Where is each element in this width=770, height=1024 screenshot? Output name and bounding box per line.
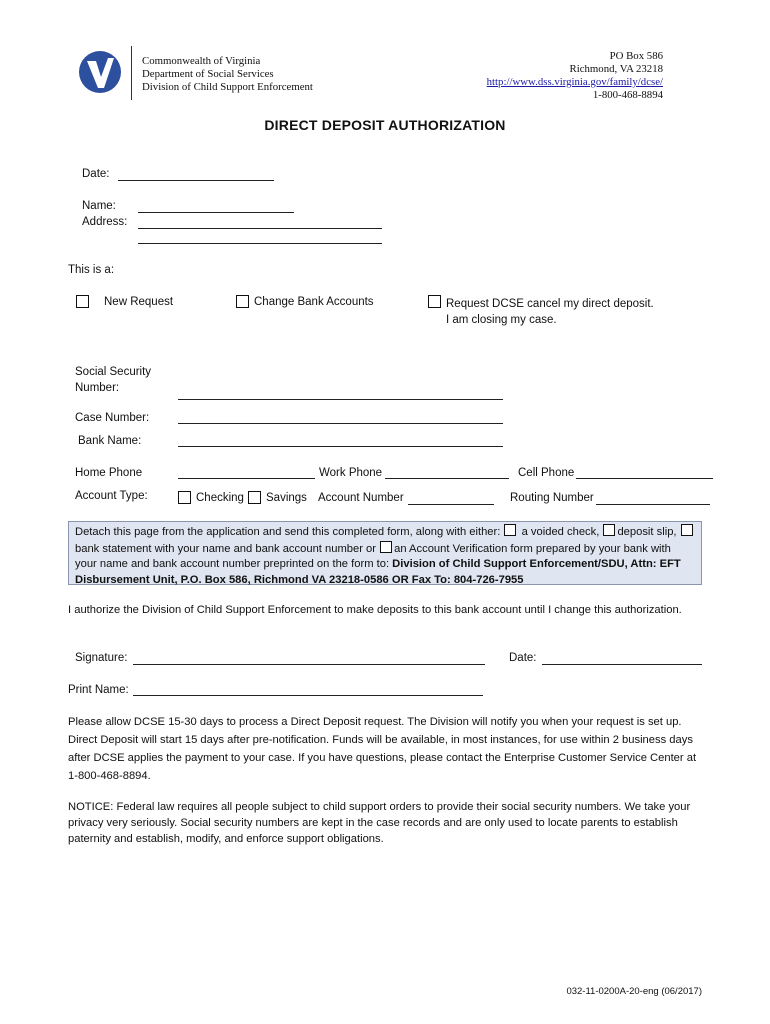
virginia-v-logo-icon	[78, 50, 122, 94]
case-number-field[interactable]	[178, 423, 503, 424]
address-label: Address:	[82, 216, 128, 228]
mailing-instructions-box	[68, 521, 702, 585]
home-phone-field[interactable]	[178, 478, 315, 479]
cell-phone-label: Cell Phone	[518, 467, 575, 479]
ssn-label-line: Social Security	[75, 366, 152, 378]
agency-line: Division of Child Support Enforcement	[142, 81, 313, 93]
instructions-text: a voided check,	[518, 526, 603, 538]
account-type-label: Account Type:	[75, 490, 148, 502]
page-title: DIRECT DEPOSIT AUTHORIZATION	[264, 117, 506, 133]
contact-block	[487, 50, 663, 102]
change-bank-label: Change Bank Accounts	[254, 296, 374, 308]
request-intro: This is a:	[68, 264, 115, 276]
ssn-field[interactable]	[178, 399, 503, 400]
address-field[interactable]	[138, 228, 382, 229]
form-number: 032-11-0200A-20-eng (06/2017)	[566, 986, 702, 997]
cancel-line-1: Request DCSE cancel my direct deposit.	[446, 298, 654, 310]
authorization-text: I authorize the Division of Child Support Enforcement to make deposits to this bank account until I change this authorization.	[68, 604, 682, 616]
name-field[interactable]	[138, 212, 294, 213]
account-number-field[interactable]	[408, 504, 494, 505]
instructions-text: Detach this page from the application and send this completed form, along with either:	[75, 526, 504, 538]
new-request-label: New Request	[104, 296, 174, 308]
header-divider	[131, 46, 132, 100]
verification-form-checkbox[interactable]	[380, 541, 392, 553]
routing-number-label: Routing Number	[510, 492, 594, 504]
cell-phone-field[interactable]	[576, 478, 713, 479]
processing-info: Please allow DCSE 15-30 days to process a Direct Deposit request. The Division will notify you when your request is set up. Direct Deposit will start 15 days after pre-notification. Funds will be available, in most instances, for use within 2 business days after DCSE applies the payment to your case. If you have questions, please contact the Enterprise Customer Service Center at 1-800-468-8894.	[68, 716, 697, 782]
phone-number: 1-800-468-8894	[592, 89, 663, 101]
print-name-label: Print Name:	[68, 684, 129, 696]
cancel-line-2: I am closing my case.	[446, 314, 557, 326]
website-link[interactable]: http://www.dss.virginia.gov/family/dcse/	[486, 76, 663, 88]
signature-field[interactable]	[133, 664, 485, 665]
agency-logo	[78, 50, 122, 94]
savings-checkbox[interactable]	[248, 491, 261, 504]
case-number-label: Case Number:	[75, 412, 150, 424]
work-phone-label: Work Phone	[319, 467, 383, 479]
routing-number-field[interactable]	[596, 504, 710, 505]
print-name-field[interactable]	[133, 695, 483, 696]
instructions-text: deposit slip,	[617, 526, 680, 538]
agency-line: Commonwealth of Virginia	[142, 55, 261, 67]
agency-block	[142, 55, 313, 94]
name-label: Name:	[82, 200, 116, 212]
home-phone-label: Home Phone	[75, 467, 143, 479]
account-number-label: Account Number	[318, 492, 404, 504]
privacy-notice: NOTICE: Federal law requires all people subject to child support orders to provide their social security numbers. We take your privacy very seriously. Social security numbers are kept in the case records and are only used to locate parents to establish paternity and establish, modify, and enforce support obligations.	[68, 801, 691, 845]
city-state: Richmond, VA 23218	[569, 63, 663, 75]
date-field[interactable]	[118, 180, 274, 181]
po-box: PO Box 586	[609, 50, 663, 62]
bank-name-field[interactable]	[178, 446, 503, 447]
new-request-checkbox[interactable]	[76, 295, 89, 308]
instructions-text: an Account Verification form prepared by your bank with your name and bank account number preprinted on the form to:	[75, 542, 671, 570]
bank-statement-checkbox[interactable]	[681, 524, 693, 536]
checking-label: Checking	[196, 492, 244, 504]
change-bank-checkbox[interactable]	[236, 295, 249, 308]
deposit-slip-checkbox[interactable]	[603, 524, 615, 536]
agency-line: Department of Social Services	[142, 68, 274, 80]
checking-checkbox[interactable]	[178, 491, 191, 504]
mailing-address: Division of Child Support Enforcement/SDU, Attn: EFT Disbursement Unit, P.O. Box 586, Richmond VA 23218-0586 OR Fax To: 804-726-7955	[75, 558, 681, 586]
cancel-deposit-label	[446, 296, 654, 328]
instructions-text: bank statement with your name and bank account number or	[75, 542, 380, 555]
voided-check-checkbox[interactable]	[504, 524, 516, 536]
cancel-deposit-checkbox[interactable]	[428, 295, 441, 308]
date-label: Date:	[82, 168, 110, 180]
work-phone-field[interactable]	[385, 478, 509, 479]
ssn-label	[75, 364, 151, 396]
signature-date-label: Date:	[509, 652, 537, 664]
savings-label: Savings	[266, 492, 307, 504]
bank-name-label: Bank Name:	[78, 435, 142, 447]
signature-date-field[interactable]	[542, 664, 702, 665]
signature-label: Signature:	[75, 652, 128, 664]
ssn-label-line: Number:	[75, 382, 120, 394]
address-field-2[interactable]	[138, 243, 382, 244]
